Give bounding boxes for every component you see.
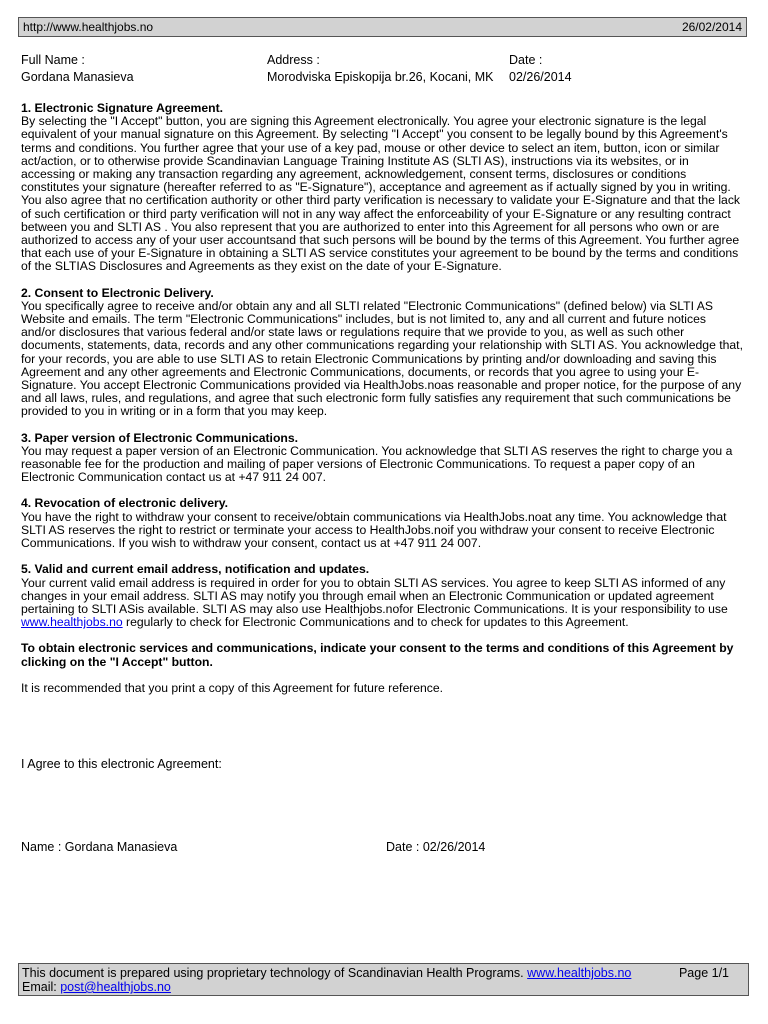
section-text: By selecting the "I Accept" button, you are signing this Agreement electronically. You agree your electronic signature is the legal equivalent of your manual signature on this Agreement. By selecting "I Accept" you consent to be legally bound by this Agreement's terms and conditions. You further agree that your use of a key pad, mouse or other device to select an item, button, icon or similar act/action, or to otherwise provide Scandinavian Language Training Institute AS (SLTI AS), instructions via its websites, or in accessing or making any transaction regarding any agreement, acknowledgement, consent terms, disclosures or conditions constitutes your signature (hereafter referred to as "E-Signature"), acceptance and agreement as if actually signed by you in writing. You also agree that no certification authority or other third party verification is necessary to validate your E-Signature and that the lack of such certification or third party verification will not in any way affect the enforceability of your E-Signature or any resulting contract between you and SLTI AS . You also represent that you are authorized to enter into this Agreement for all persons who own or are authorized to access any of your user accountsand that such persons will be bound by the terms of this Agreement. You further agree that each use of your E-Signature in obtaining a SLTI AS service constitutes your agreement to be bound by the terms and conditions of the SLTIAS Disclosures and Agreements as they exist on the date of your E-Signature. [21,114,741,274]
date-value: 02/26/2014 [509,70,572,84]
section-revocation [21,497,743,550]
footer-email-line [22,980,171,994]
full-name-value: Gordana Manasieva [21,70,134,84]
section-title: 3. Paper version of Electronic Communications. [21,430,298,445]
section-text: You have the right to withdraw your consent to receive/obtain communications via HealthJobs.noat any time. You acknowledge that SLTI AS reserves the right to restrict or terminate your access to HealthJobs.noif you withdraw your consent to receive Electronic Communications. If you wish to withdraw your consent, contact us at +47 911 24 007. [21,509,727,551]
address-value: Morodviska Episkopija br.26, Kocani, MK [267,70,494,84]
signature-date: Date : 02/26/2014 [386,840,486,854]
email-label: Email: [22,980,61,994]
section-title: 4. Revocation of electronic delivery. [21,496,229,511]
section-text [21,577,743,630]
footer-email-link[interactable]: post@healthjobs.no [60,980,171,994]
section-title: 2. Consent to Electronic Delivery. [21,285,214,300]
section-electronic-delivery [21,287,743,419]
section-text: You may request a paper version of an Electronic Communication. You acknowledge that SLTI AS reserves the right to charge you a reasonable fee for the production and mailing of paper versions of Electronic Communications. To request a paper copy of an Electronic Communication contact us at +47 911 24 007. [21,443,733,485]
print-recommendation: It is recommended that you print a copy of this Agreement for future reference. [21,680,444,695]
page-number: Page 1/1 [678,966,729,980]
header-date: 26/02/2014 [681,20,742,34]
header-url: http://www.healthjobs.no [23,20,154,34]
section-title: 5. Valid and current email address, notification and updates. [21,562,370,577]
healthjobs-link[interactable]: www.healthjobs.no [21,615,123,630]
date-label: Date : [509,53,543,67]
section-electronic-signature [21,102,743,274]
section-email-address [21,563,743,629]
agree-statement: I Agree to this electronic Agreement: [21,757,222,771]
section-title: 1. Electronic Signature Agreement. [21,101,224,115]
full-name-label: Full Name : [21,53,85,67]
section-text-before-link: Your current valid email address is required in order for you to obtain SLTI AS services. You agree to keep SLTI AS informed of any changes in your email address. SLTI AS may notify you through email when an Electronic Communication or updated agreement pertaining to SLTI ASis available. SLTI AS may also use Healthjobs.nofor Electronic Communications. It is your responsibility to use [21,575,728,616]
section-paper-version [21,432,743,485]
footer-text: This document is prepared using proprietary technology of Scandinavian Health Programs. [22,966,528,980]
consent-instruction: To obtain electronic services and communications, indicate your consent to the terms and conditions of this Agreement by clicking on the "I Accept" button. [21,641,734,669]
footer-line [22,966,631,980]
page-header-bar [18,17,747,37]
section-text: You specifically agree to receive and/or obtain any and all SLTI related "Electronic Communications" (defined below) via SLTI AS Website and emails. The term "Electronic Communications" includes, but is not limited to, any and all current and future notices and/or disclosures that various federal and/or state laws or regulations require that we provide to you, as well as such other documents, statements, data, records and any other communications regarding your relationship with SLTI AS. You acknowledge that, for your records, you are able to use SLTI AS to retain Electronic Communications by printing and/or downloading and saving this Agreement and any other agreements and Electronic Communications, documents, or records that you agree to using your E-Signature. You accept Electronic Communications provided via HealthJobs.noas reasonable and proper notice, for the purpose of any and all laws, rules, and regulations, and agree that such electronic form fully satisfies any requirement that such communications be provided to you in writing or in a form that you may keep. [21,298,743,419]
address-label: Address : [267,53,320,67]
page-footer-bar [18,963,749,996]
footer-website-link[interactable]: www.healthjobs.no [527,966,632,980]
section-text-after-link: regularly to check for Electronic Communications and to check for updates to this Agreement. [122,615,629,630]
agreement-body [21,102,743,695]
signature-name: Name : Gordana Manasieva [21,840,178,854]
